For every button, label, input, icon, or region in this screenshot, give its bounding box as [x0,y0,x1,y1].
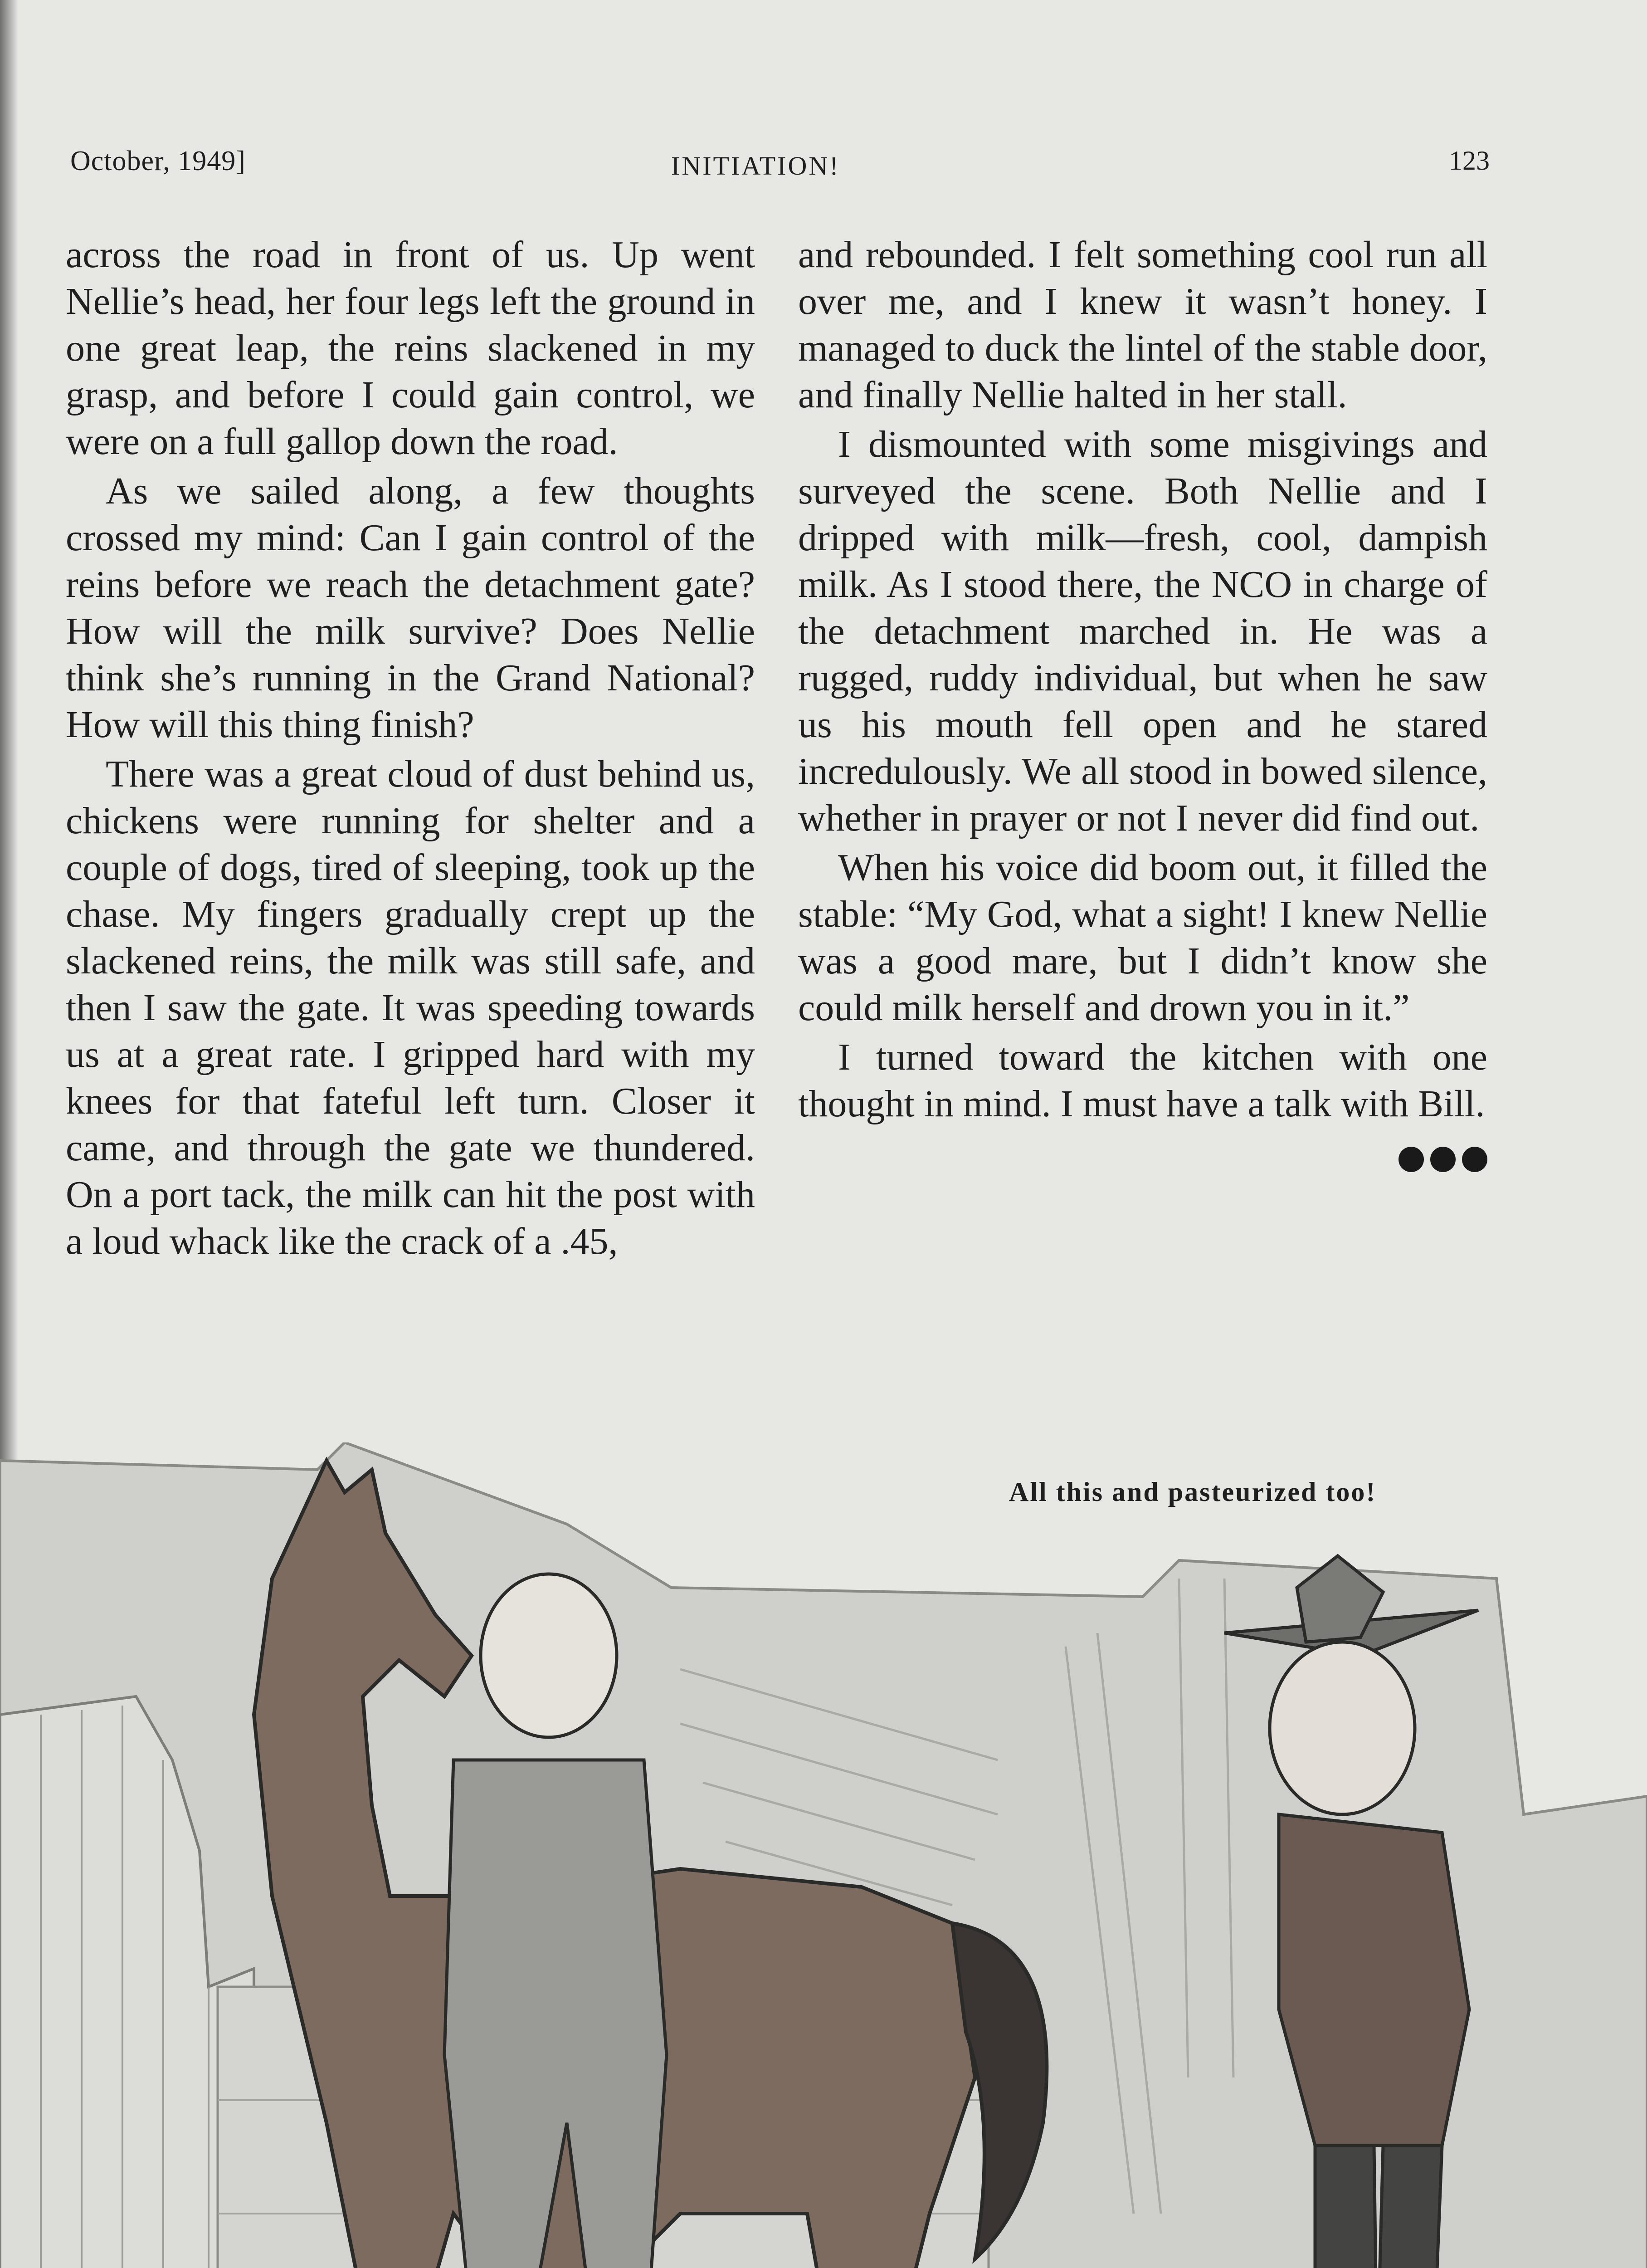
cartoon-illustration [0,1442,1647,2268]
right-column [798,231,1487,1183]
cartoon-caption: All this and pasteurized too! [1009,1477,1377,1507]
paragraph: and rebounded. I felt something cool run all over me, and I knew it wasn’t honey. I managed to duck the lintel of the stable door, and finally Nellie halted in her stall. [798,234,1487,416]
paragraph: across the road in front of us. Up went Nellie’s head, her four legs left the ground in one great leap, the reins slackened in my grasp, and before I could gain control, we were on a full gallop down the road. [66,234,755,463]
paragraph-final [798,1034,1487,1127]
left-column [66,231,755,1267]
paragraph-text: I turned toward the kitchen with one thought in mind. I must have a talk with Bill. [798,1036,1487,1125]
paragraph: I dismounted with some misgivings and surveyed the scene. Both Nellie and I dripped with milk—fresh, cool, dampish milk. As I stood there, the NCO in charge of the detachment marched in. He was a rugged, ruddy individual, but when he saw us his mouth fell open and he stared incredulously. We all stood in bowed silence, whether in prayer or not I never did find out. [798,423,1487,839]
running-header [0,136,1647,191]
page-number: 123 [1449,146,1490,176]
paragraph: When his voice did boom out, it filled the stable: “My God, what a sight! I knew Nellie was a good mare, but I didn’t know she could milk herself and drown you in it.” [798,846,1487,1029]
end-of-article-mark [1352,1136,1487,1183]
header-date: October, 1949] [70,146,246,176]
paragraph: There was a great cloud of dust behind us, chickens were running for shelter and a couple of dogs, tired of sleeping, took up the chase. My fingers gradually crept up the slackened reins, the milk was still safe, and then I saw the gate. It was speeding towards us at a great rate. I gripped hard with my knees for that fateful left turn. Closer it came, and through the gate we thundered. On a port tack, the milk can hit the post with a loud whack like the crack of a .45, [66,753,755,1262]
paragraph: As we sailed along, a few thoughts crossed my mind: Can I gain control of the reins before we reach the detachment gate? How will the milk survive? Does Nellie think she’s running in the Grand National? How will this thing finish? [66,470,755,746]
header-title: INITIATION! [671,151,840,181]
